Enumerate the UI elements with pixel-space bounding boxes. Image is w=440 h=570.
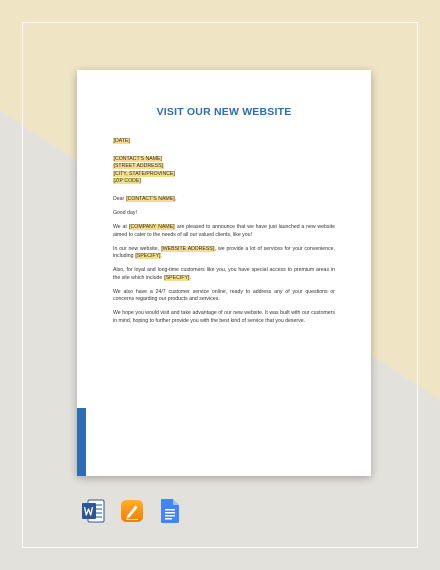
paragraph-1: We at [COMPANY NAME] are pleased to announce that we have just launched a new website aimed to cater to the needs of all our valued clients, like you! xyxy=(113,223,336,238)
format-icons xyxy=(0,498,440,528)
word-icon[interactable] xyxy=(81,498,105,524)
company-name-placeholder: [COMPANY NAME] xyxy=(129,223,175,230)
paragraph-4: We also have a 24/7 customer service online, ready to address any of your questions or concerns regarding our products and services. xyxy=(113,288,335,303)
document-page xyxy=(77,70,371,476)
salutation-name: [CONTACT'S NAME] xyxy=(126,195,175,202)
salutation: Dear [CONTACT'S NAME], xyxy=(113,195,177,202)
address-line: [CONTACT'S NAME] xyxy=(113,155,162,162)
specify-placeholder: [SPECIFY] xyxy=(164,274,190,281)
website-address-placeholder: [WEBSITE ADDRESS] xyxy=(161,245,215,252)
pages-icon[interactable] xyxy=(120,498,144,524)
address-block xyxy=(113,156,335,186)
specify-placeholder: [SPECIFY] xyxy=(135,253,161,260)
paragraph-3: Also, for loyal and long-time customers like you, you have special access to premium areas in the site which include [SPECIFY]. xyxy=(113,267,335,281)
page-accent-bar xyxy=(77,408,86,476)
address-line: [CITY, STATE/PROVINCE] xyxy=(113,170,175,177)
paragraph-2: In our new website, [WEBSITE ADDRESS], we provide a lot of services for your convenience, including [SPECIFY]. xyxy=(113,245,335,260)
date-line xyxy=(113,138,335,146)
greeting: Good day! xyxy=(113,209,137,216)
date-placeholder: [DATE] xyxy=(113,138,130,144)
address-line: [STREET ADDRESS] xyxy=(113,163,163,170)
google-docs-icon[interactable] xyxy=(158,498,182,524)
address-line: [ZIP CODE] xyxy=(113,178,141,185)
letter-body xyxy=(113,138,335,332)
paragraph-5: We hope you would visit and take advantage of our new website. It was built with our customers in mind, hoping to further provide you with the best kind of service that you deserve. xyxy=(113,310,335,324)
document-title: VISIT OUR NEW WEBSITE xyxy=(156,106,292,118)
